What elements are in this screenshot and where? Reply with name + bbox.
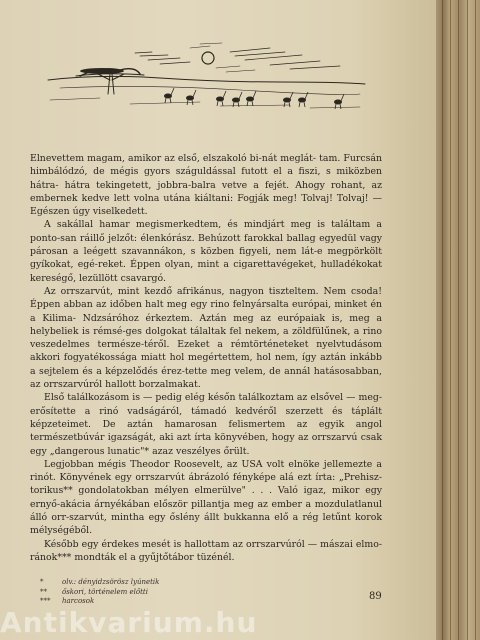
page-number: 89	[369, 591, 382, 602]
paragraph: Első találkozásom is — pedig elég későn találkoztam az elsővel — meg-erősítette a rinó vadságáról, támadó kedvéről szerzett és táplált képzeteimet. De aztán hamarosan felismertem az egyik angol természetbúvár igazságát, aki azt írta könyvében, hogy az orrszarvú csak egy „dangerous lunatic"* azaz veszélyes őrült.	[30, 392, 382, 457]
footnote: ** őskori, történelem előtti	[40, 587, 148, 596]
paragraph: Az orrszarvút, mint kezdő afrikánus, nagyon tiszteltem. Nem csoda! Éppen abban az időben halt meg egy rino felnyársalta európai, minket én a Kilima- Ndzsáróhoz érkeztem. Aztán meg az európaiak is, meg a helybeliek is rémsé-ges dolgokat tálaltak fel nekem, a zöldfülűnek, a rino veszedelmes természe-téről. Ezeket a rémtörténeteket nyelvtudásom akkori fogyatékossága miatt hol megértettem, hol nem, így aztán inkább a sejtelem és a képzelődés érez-tette meg velem, de annál hatásosabban, az orrszarvúról hallott borzalmakat.	[30, 285, 383, 391]
paragraph: A sakállal hamar megismerkedtem, és mindjárt meg is találtam a ponto-san ráillő jelzőt: élenkórász. Behúzott farokkal ballag egyedül vagy párosan a leégett szavannákon, s közben figyeli, nem lát-e megpörkölt gyíkokat, egé-reket. Éppen olyan, mint a cigarettavégeket, hulladékokat kereségő, lezüllött csavargó.	[30, 219, 382, 284]
paragraph: Később egy érdekes mesét is hallottam az orrszarvúról — mászai elmo-ránok*** mondták el a gyűjtőtábor tüzénél.	[30, 538, 382, 563]
footnote: * olv.: dényidzsörösz lyúnetik	[40, 578, 160, 586]
savanna-sketch-illustration	[40, 8, 370, 128]
paragraph: Elnevettem magam, amikor az első, elszakoló bi-nát meglát- tam. Furcsán himbálódzó, de mégis gyors száguldással futott el a fiszi, s miközben hátra- hátra tekingetett, jobbra-balra vetve a fejét. Ahogy rohant, az embernek kedve lett volna utána kiáltani: Fogják meg! Tolvaj! Tolvaj! — Egészen úgy viselkedett.	[30, 153, 382, 218]
footnote: *** harcosok	[40, 597, 95, 605]
book-binding	[436, 0, 480, 640]
footnotes	[40, 578, 280, 607]
body-text	[30, 152, 382, 564]
paragraph: Legjobban mégis Theodor Roosevelt, az USA volt elnöke jellemezte a rinót. Könyvének egy orrszarvút ábrázoló fényképe alá ezt írta: „Prehisz-torikus** gondolatokban mélyen elmerülve" . . . Való igaz, mikor egy ernyő-akácia árnyékában először pillantja meg az ember a mozdulatlanul álló orr-szarvút, mintha egy őslény állt bukkanna elő a rég letűnt korok mélységéből.	[30, 458, 383, 537]
watermark: Antikvarium.hu	[0, 606, 258, 639]
